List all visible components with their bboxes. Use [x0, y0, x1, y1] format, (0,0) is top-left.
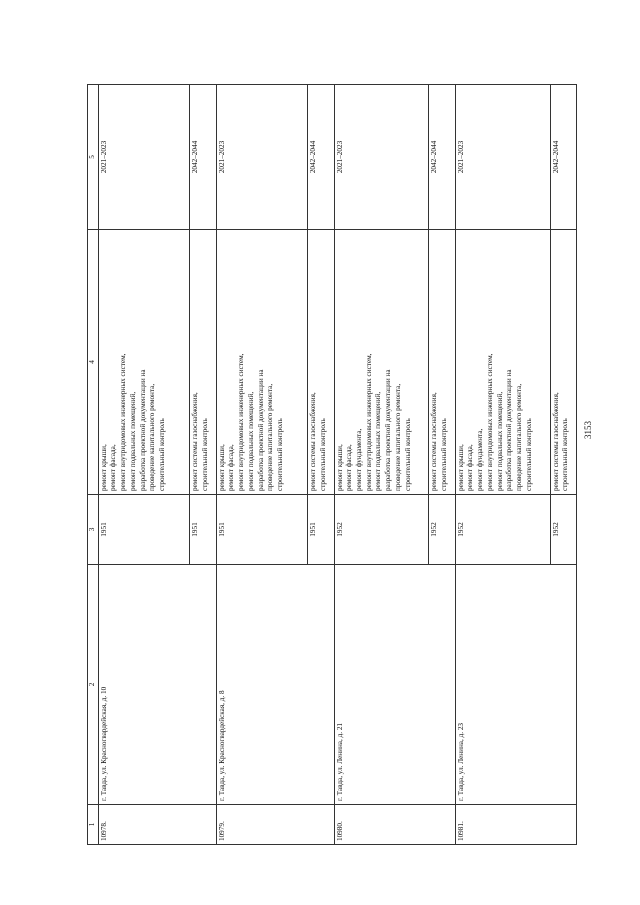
- repair-works: [190, 230, 216, 495]
- table-row: [216, 85, 308, 845]
- repair-works: [550, 230, 576, 495]
- row-number: 10979.: [216, 805, 334, 845]
- work-item: ремонт подвальных помещений,: [495, 391, 504, 491]
- column-number: 5: [88, 85, 99, 230]
- build-year: 1951: [98, 495, 190, 565]
- building-address: г. Тавда, ул. Красногвардейская, д. 10: [98, 565, 216, 805]
- work-item: строительный контроль: [440, 418, 449, 491]
- repair-works: [455, 230, 550, 495]
- repair-works: [429, 230, 455, 495]
- work-item: ремонт подвальных помещений,: [246, 391, 255, 491]
- work-item: строительный контроль: [524, 418, 533, 491]
- work-item: ремонт системы газоснабжения,: [430, 392, 439, 491]
- repair-works: [334, 230, 429, 495]
- work-item: строительный контроль: [201, 418, 210, 491]
- work-item: ремонт фундамента,: [355, 428, 364, 491]
- page-number: 3153: [583, 421, 593, 439]
- work-item: ремонт внутридомовых инженерных систем,: [237, 353, 246, 491]
- work-item: строительный контроль: [275, 418, 284, 491]
- repair-works: [216, 230, 308, 495]
- work-item: ремонт крыши,: [335, 444, 344, 491]
- repair-period: 2021–2023: [455, 85, 550, 230]
- work-item: строительный контроль: [318, 418, 327, 491]
- build-year: 1951: [190, 495, 216, 565]
- build-year: 1951: [308, 495, 334, 565]
- work-item: разработка проектной документации на: [256, 369, 265, 491]
- work-item: ремонт фундамента,: [476, 428, 485, 491]
- table-container: [87, 85, 577, 845]
- build-year: 1952: [550, 495, 576, 565]
- work-item: проведение капитального ремонта,: [148, 383, 157, 491]
- column-number: 4: [88, 230, 99, 495]
- work-item: ремонт крыши,: [99, 444, 108, 491]
- work-item: ремонт фасада,: [466, 444, 475, 491]
- capital-repair-table: [87, 84, 577, 845]
- repair-period: 2021–2023: [216, 85, 308, 230]
- work-item: ремонт внутридомовых инженерных систем,: [119, 353, 128, 491]
- building-address: г. Тавда, ул. Красногвардейская, д. 8: [216, 565, 334, 805]
- build-year: 1952: [334, 495, 429, 565]
- row-number: 10981.: [455, 805, 576, 845]
- table-row: [334, 85, 429, 845]
- work-item: ремонт системы газоснабжения,: [191, 392, 200, 491]
- work-item: разработка проектной документации на: [505, 369, 514, 491]
- column-number: 3: [88, 495, 99, 565]
- work-item: ремонт системы газоснабжения,: [309, 392, 318, 491]
- work-item: разработка проектной документации на: [138, 369, 147, 491]
- work-item: строительный контроль: [403, 418, 412, 491]
- work-item: ремонт фасада,: [227, 444, 236, 491]
- work-item: ремонт внутридомовых инженерных систем,: [364, 353, 373, 491]
- row-number: 10980.: [334, 805, 455, 845]
- work-item: ремонт фасада,: [345, 444, 354, 491]
- build-year: 1952: [455, 495, 550, 565]
- work-item: проведение капитального ремонта,: [515, 383, 524, 491]
- build-year: 1952: [429, 495, 455, 565]
- building-address: г. Тавда, ул. Ленина, д. 23: [455, 565, 576, 805]
- work-item: ремонт подвальных помещений,: [374, 391, 383, 491]
- work-item: строительный контроль: [561, 418, 570, 491]
- column-number: 1: [88, 805, 99, 845]
- work-item: ремонт крыши,: [217, 444, 226, 491]
- work-item: ремонт системы газоснабжения,: [551, 392, 560, 491]
- repair-period: 2042–2044: [308, 85, 334, 230]
- work-item: строительный контроль: [158, 418, 167, 491]
- table-row: [455, 85, 550, 845]
- work-item: ремонт крыши,: [456, 444, 465, 491]
- work-item: ремонт подвальных помещений,: [128, 391, 137, 491]
- work-item: проведение капитального ремонта,: [266, 383, 275, 491]
- column-number-row: [88, 85, 99, 845]
- build-year: 1951: [216, 495, 308, 565]
- repair-period: 2042–2044: [429, 85, 455, 230]
- repair-period: 2042–2044: [550, 85, 576, 230]
- repair-works: [308, 230, 334, 495]
- row-number: 10978.: [98, 805, 216, 845]
- work-item: ремонт внутридомовых инженерных систем,: [485, 353, 494, 491]
- work-item: разработка проектной документации на: [384, 369, 393, 491]
- table-row: [98, 85, 190, 845]
- repair-period: 2021–2023: [98, 85, 190, 230]
- column-number: 2: [88, 565, 99, 805]
- repair-period: 2021–2023: [334, 85, 429, 230]
- work-item: проведение капитального ремонта,: [393, 383, 402, 491]
- repair-works: [98, 230, 190, 495]
- work-item: ремонт фасада,: [109, 444, 118, 491]
- building-address: г. Тавда, ул. Ленина, д. 21: [334, 565, 455, 805]
- repair-period: 2042–2044: [190, 85, 216, 230]
